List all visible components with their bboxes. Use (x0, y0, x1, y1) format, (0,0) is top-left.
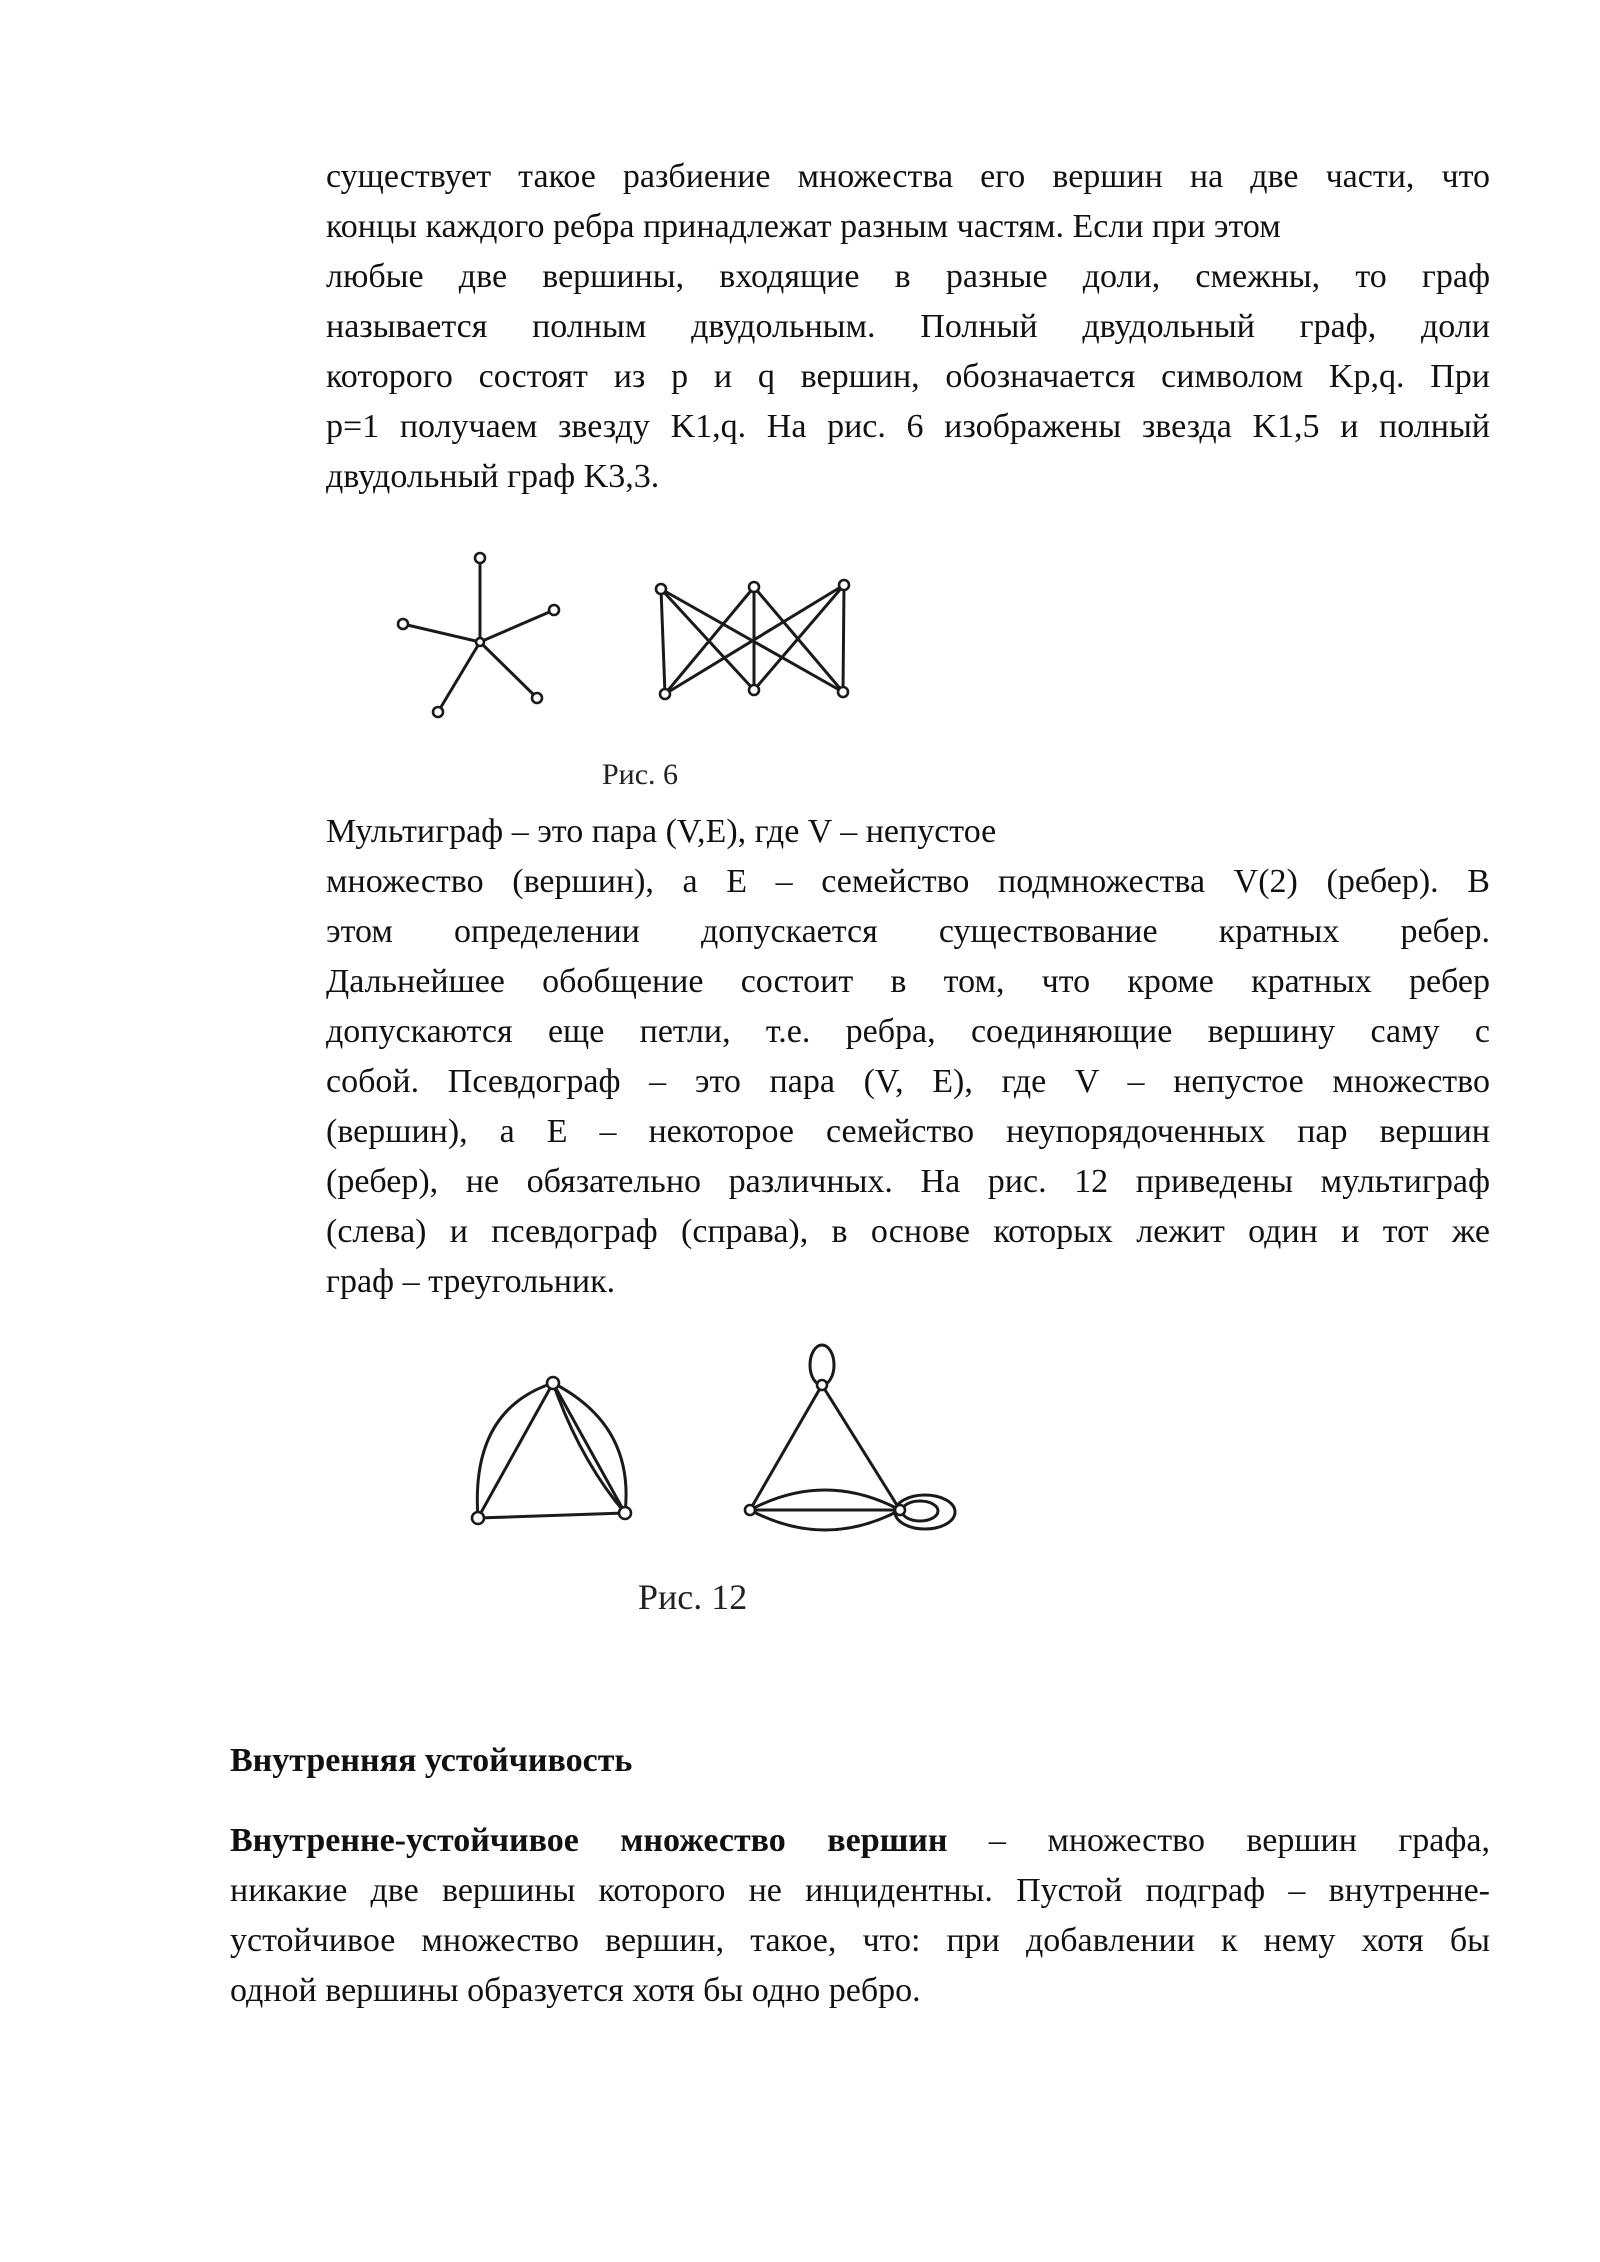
text-line: собой. Псевдограф – это пара (V, E), где V – непустое множество (326, 1063, 1490, 1100)
multigraph-triangle (460, 1350, 660, 1540)
text-line: существует такое разбиение множества его вершин на две части, что (326, 158, 1490, 195)
text-line: называется полным двудольным. Полный двудольный граф, доли (326, 308, 1490, 345)
text-line: Мультиграф – это пара (V,E), где V – непустое (326, 813, 997, 850)
star-graph-k15 (380, 540, 580, 740)
text-line: одной вершины образуется хотя бы одно ребро. (230, 1972, 921, 2009)
text-line: которого состоят из p и q вершин, обозначается символом Kp,q. При (326, 358, 1490, 395)
paragraph-bipartite (326, 152, 1490, 502)
figure-caption: Рис. 6 (602, 758, 679, 791)
text-line: (ребер), не обязательно различных. На рис. 12 приведены мультиграф (326, 1163, 1490, 1200)
text-line: граф – треугольник. (326, 1263, 616, 1300)
text-line: любые две вершины, входящие в разные доли, смежны, то граф (326, 258, 1490, 295)
figure-caption: Рис. 12 (638, 1577, 748, 1617)
text-line: этом определении допускается существование кратных ребер. (326, 913, 1490, 950)
text-line: никакие две вершины которого не инцидентны. Пустой подграф – внутренне- (230, 1872, 1490, 1909)
defined-term: Внутренне-устойчивое множество вершин (230, 1822, 948, 1859)
text-line: двудольный граф K3,3. (326, 458, 660, 495)
pseudograph-triangle (730, 1340, 970, 1550)
bipartite-graph-k33 (640, 570, 870, 710)
paragraph-internal-stability (230, 1816, 1490, 2016)
text-line: Дальнейшее обобщение состоит в том, что кроме кратных ребер (326, 963, 1490, 1000)
text-line: (вершин), а E – некоторое семейство неупорядоченных пар вершин (326, 1113, 1490, 1150)
text-line: p=1 получаем звезду K1,q. На рис. 6 изображены звезда K1,5 и полный (326, 408, 1490, 445)
text-line (230, 1816, 1490, 1866)
text-line: устойчивое множество вершин, такое, что: при добавлении к нему хотя бы (230, 1922, 1490, 1959)
text-line: допускаются еще петли, т.е. ребра, соединяющие вершину саму с (326, 1013, 1490, 1050)
definition-text: – множество вершин графа, (947, 1822, 1490, 1859)
paragraph-multigraph (326, 807, 1490, 1307)
text-line: концы каждого ребра принадлежат разным частям. Если при этом (326, 208, 1281, 245)
text-line: множество (вершин), а E – семейство подмножества V(2) (ребер). В (326, 863, 1490, 900)
text-line: (слева) и псевдограф (справа), в основе которых лежит один и тот же (326, 1213, 1490, 1250)
section-heading: Внутренняя устойчивость (230, 1742, 633, 1779)
